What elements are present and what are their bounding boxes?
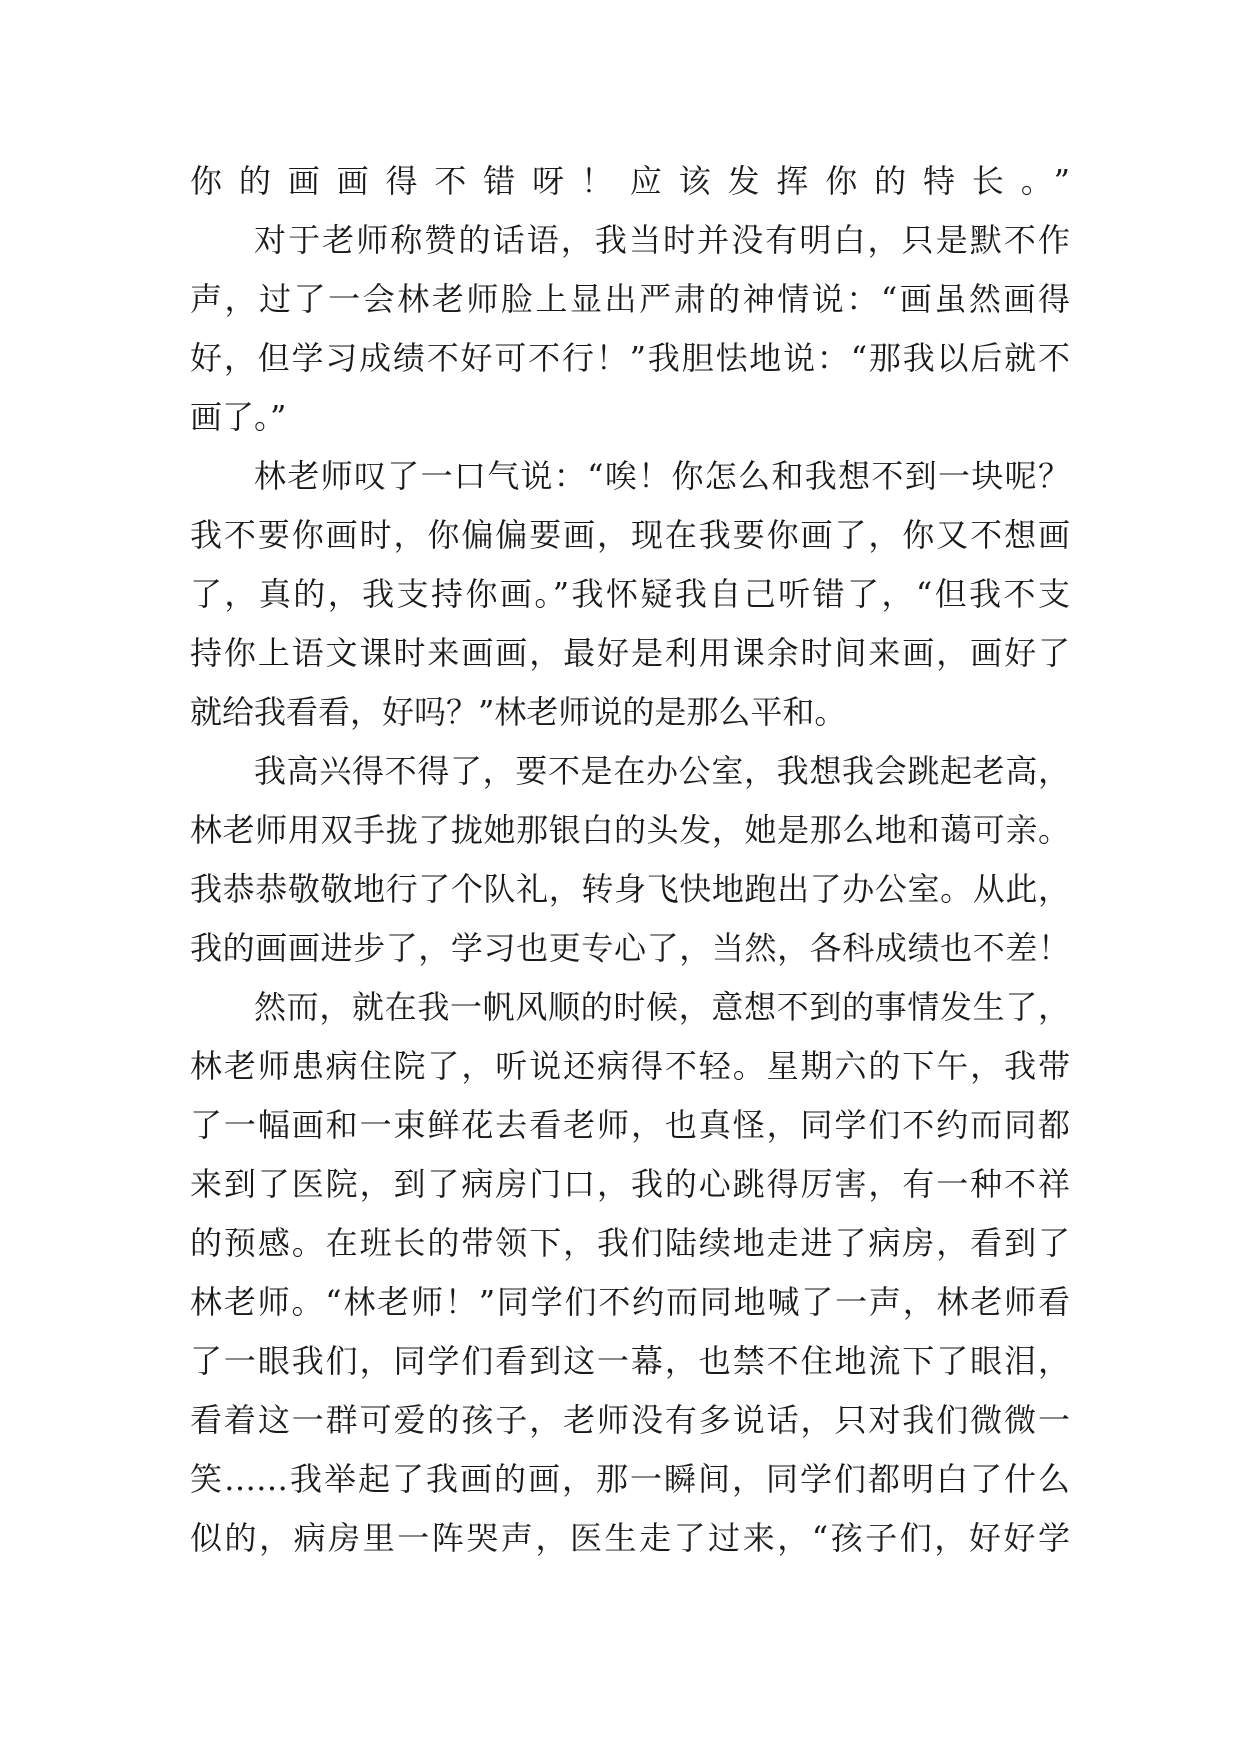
text-line: 持你上语文课时来画画，最好是利用课余时间来画，画好了 [190, 634, 1070, 672]
text-line: 声，过了一会林老师脸上显出严肃的神情说：“画虽然画得 [190, 280, 1070, 318]
text-line: 我不要你画时，你偏偏要画，现在我要你画了，你又不想画 [190, 516, 1070, 554]
text-line: 我恭恭敬敬地行了个队礼，转身飞快地跑出了办公室。从此， [190, 870, 1070, 908]
text-line: 好，但学习成绩不好可不行！”我胆怯地说：“那我以后就不 [190, 339, 1070, 377]
paragraph-start-line: 林老师叹了一口气说：“唉！你怎么和我想不到一块呢？ [254, 457, 1070, 495]
paragraph-end-line: 我的画画进步了，学习也更专心了，当然，各科成绩也不差！ [190, 929, 1070, 967]
text-line: 林老师。“林老师！”同学们不约而同地喊了一声，林老师看 [190, 1283, 1070, 1321]
text-line: 了一眼我们，同学们看到这一幕，也禁不住地流下了眼泪， [190, 1342, 1070, 1380]
text-line: 来到了医院，到了病房门口，我的心跳得厉害，有一种不祥 [190, 1165, 1070, 1203]
text-line: 的预感。在班长的带领下，我们陆续地走进了病房，看到了 [190, 1224, 1070, 1262]
text-line: 你的画画得不错呀！应该发挥你的特长。” [190, 162, 1070, 200]
paragraph-end-line: 画了。” [190, 398, 287, 436]
text-line: 林老师用双手拢了拢她那银白的头发，她是那么地和蔼可亲。 [190, 811, 1070, 849]
text-line: 了一幅画和一束鲜花去看老师，也真怪，同学们不约而同都 [190, 1106, 1070, 1144]
text-line: 笑……我举起了我画的画，那一瞬间，同学们都明白了什么 [190, 1460, 1070, 1498]
text-line: 看着这一群可爱的孩子，老师没有多说话，只对我们微微一 [190, 1401, 1070, 1439]
paragraph-end-line: 就给我看看，好吗？”林老师说的是那么平和。 [190, 693, 847, 731]
paragraph-start-line: 然而，就在我一帆风顺的时候，意想不到的事情发生了， [254, 988, 1070, 1026]
paragraph-start-line: 我高兴得不得了，要不是在办公室，我想我会跳起老高， [254, 752, 1070, 790]
text-line: 似的，病房里一阵哭声，医生走了过来，“孩子们，好好学 [190, 1519, 1070, 1557]
text-line: 了，真的，我支持你画。”我怀疑我自己听错了，“但我不支 [190, 575, 1070, 613]
text-line: 林老师患病住院了，听说还病得不轻。星期六的下午，我带 [190, 1047, 1070, 1085]
paragraph-start-line: 对于老师称赞的话语，我当时并没有明白，只是默不作 [254, 221, 1070, 259]
document-body [190, 152, 1070, 1568]
